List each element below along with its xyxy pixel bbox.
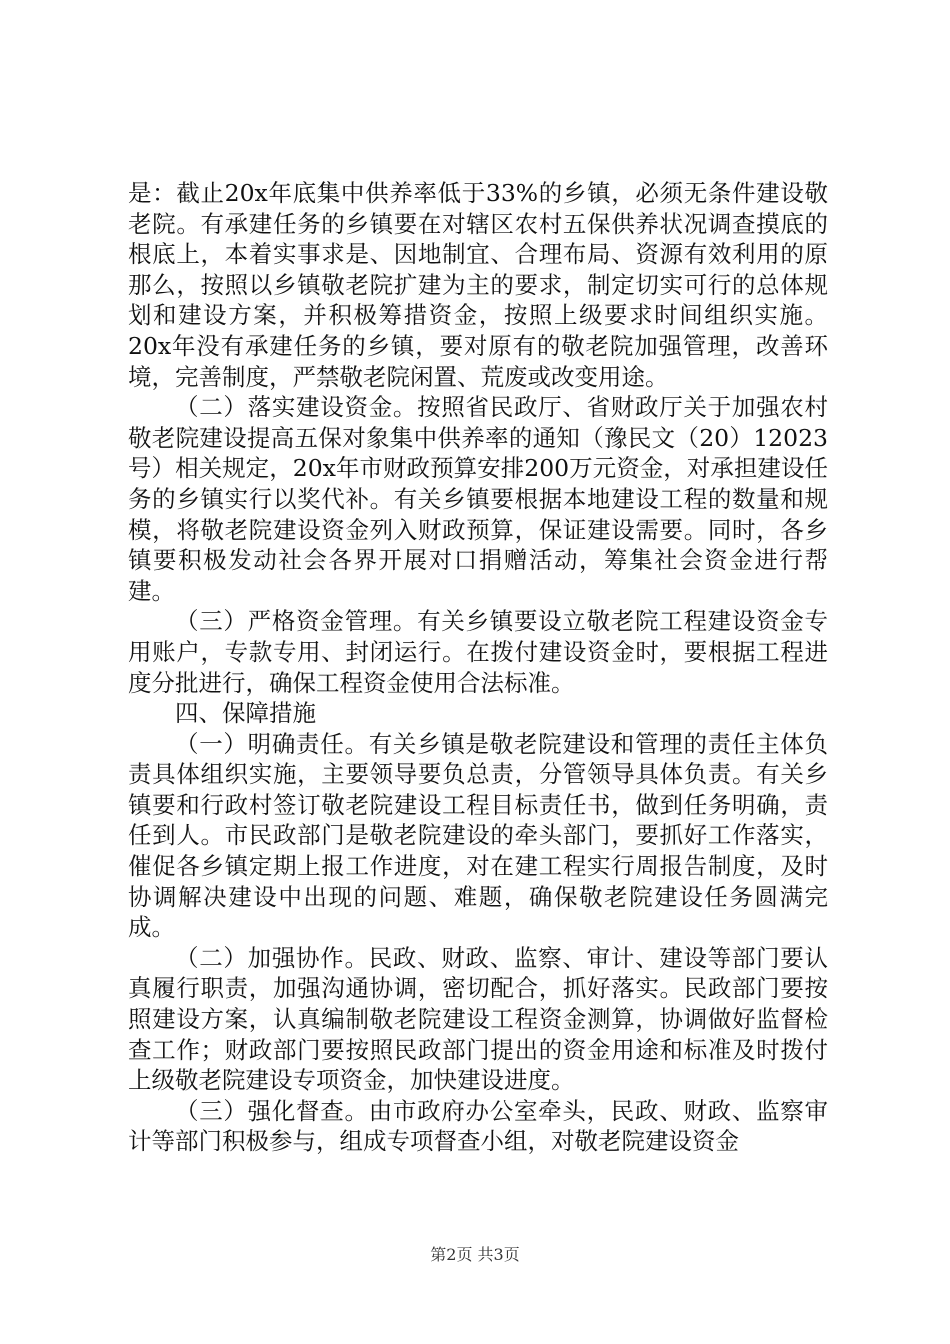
paragraph-funding: （二）落实建设资金。按照省民政厅、省财政厅关于加强农村敬老院建设提高五保对象集中供养率的通知（豫民文（20）12023号）相关规定，20x年市财政预算安排200万元资金，对承担建设任务的乡镇实行以奖代补。有关乡镇要根据本地建设工程的数量和规模，将敬老院建设资金列入财政预算，保证建设需要。同时，各乡镇要积极发动社会各界开展对口捐赠活动，筹集社会资金进行帮建。: [128, 393, 828, 605]
page-number: 第2页 共3页: [430, 1245, 520, 1264]
paragraph-cooperation: （二）加强协作。民政、财政、监察、审计、建设等部门要认真履行职责，加强沟通协调，密切配合，抓好落实。民政部门要按照建设方案，认真编制敬老院建设工程资金测算，协调做好监督检查工作；财政部门要按照民政部门提出的资金用途和标准及时拨付上级敬老院建设专项资金，加快建设进度。: [128, 943, 828, 1095]
paragraph-continuation: 是：截止20x年底集中供养率低于33%的乡镇，必须无条件建设敬老院。有承建任务的乡镇要在对辖区农村五保供养状况调查摸底的根底上，本着实事求是、因地制宜、合理布局、资源有效利用的原那么，按照以乡镇敬老院扩建为主的要求，制定切实可行的总体规划和建设方案，并积极筹措资金，按照上级要求时间组织实施。20x年没有承建任务的乡镇，要对原有的敬老院加强管理，改善环境，完善制度，严禁敬老院闲置、荒废或改变用途。: [128, 179, 828, 391]
paragraph-fund-management: （三）严格资金管理。有关乡镇要设立敬老院工程建设资金专用账户，专款专用、封闭运行。在拨付建设资金时，要根据工程进度分批进行，确保工程资金使用合法标准。: [128, 607, 828, 697]
document-body: [128, 178, 828, 1157]
page-footer: [0, 1242, 950, 1265]
section-heading-safeguards: 四、保障措施: [175, 699, 316, 728]
paragraph-responsibility: （一）明确责任。有关乡镇是敬老院建设和管理的责任主体负责具体组织实施，主要领导要负总责，分管领导具体负责。有关乡镇要和行政村签订敬老院建设工程目标责任书，做到任务明确，责任到人。市民政部门是敬老院建设的牵头部门，要抓好工作落实，催促各乡镇定期上报工作进度，对在建工程实行周报告制度，及时协调解决建设中出现的问题、难题，确保敬老院建设任务圆满完成。: [128, 729, 828, 942]
paragraph-supervision: （三）强化督查。由市政府办公室牵头，民政、财政、监察审计等部门积极参与，组成专项督查小组，对敬老院建设资金: [128, 1096, 828, 1156]
